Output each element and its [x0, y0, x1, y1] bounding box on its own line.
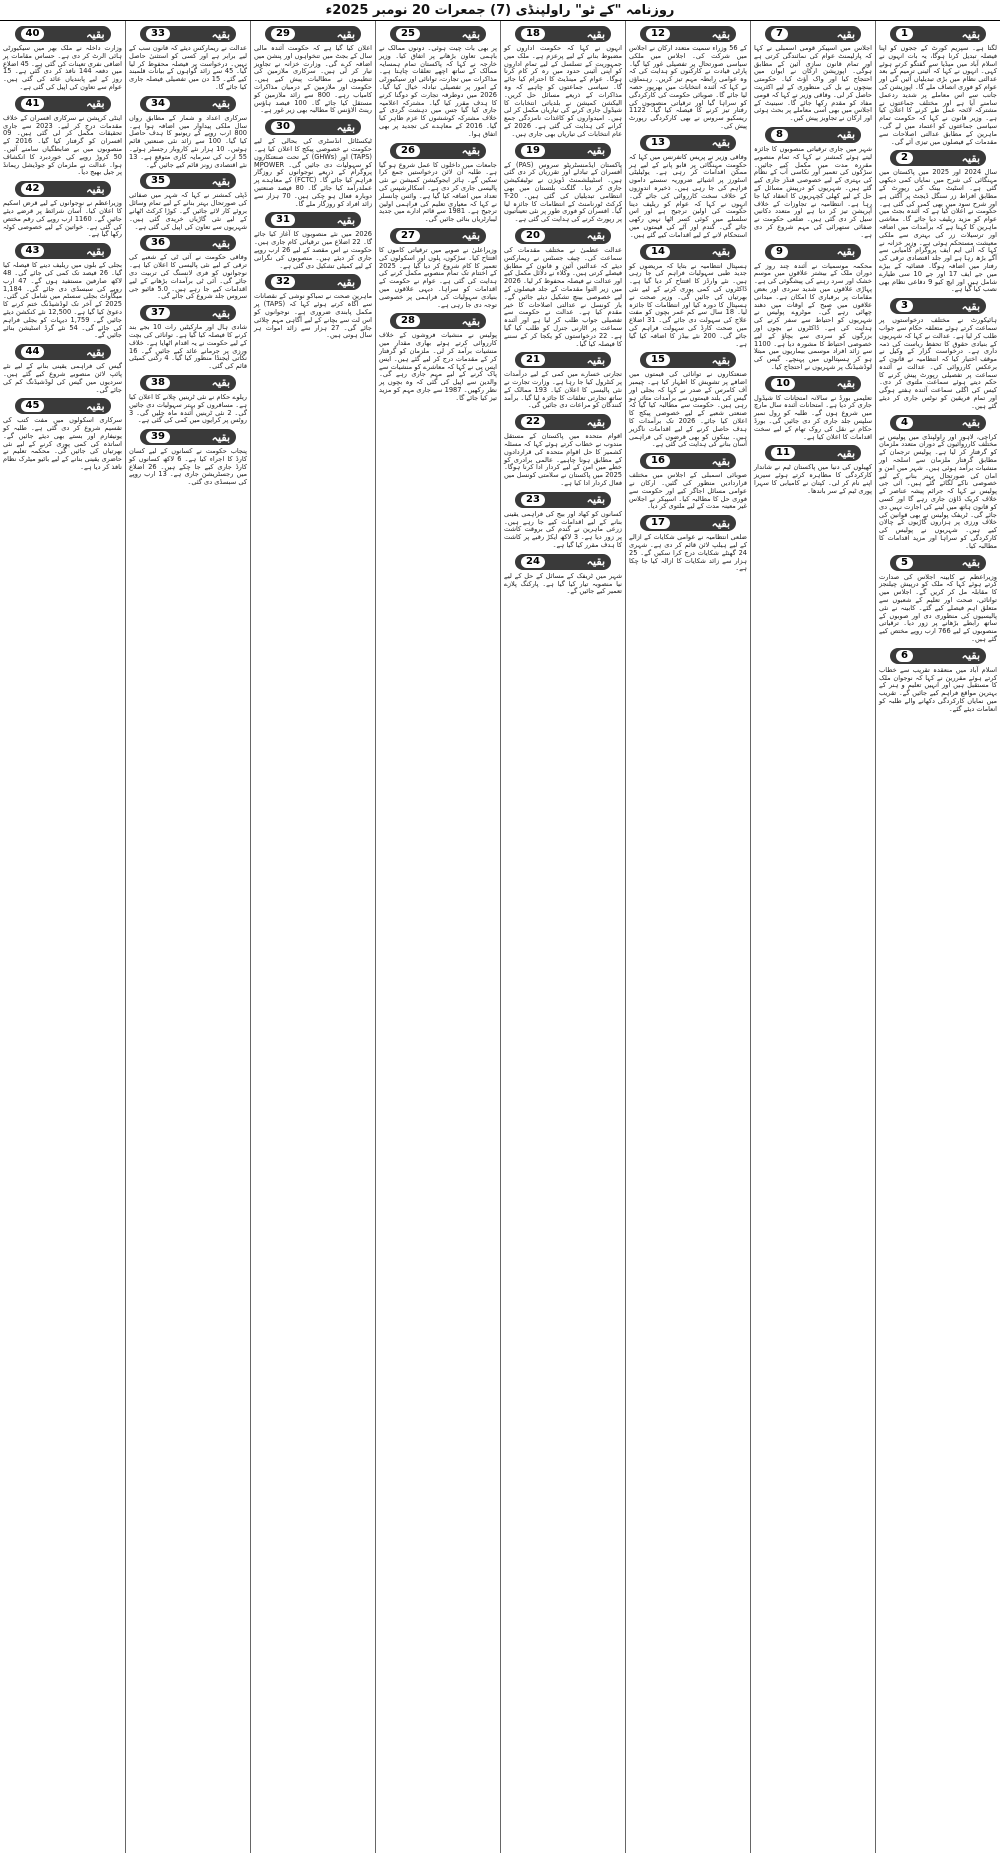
continuation-badge: [765, 445, 861, 461]
continuation-badge: [640, 453, 736, 469]
continuation-number: 12: [646, 28, 670, 40]
continuation-number: 30: [271, 121, 295, 133]
continuation-number: 29: [271, 28, 295, 40]
continuation-badge: [765, 127, 861, 143]
article-text: جامعات میں داخلوں کا عمل شروع ہو گیا ہے۔ طلبہ آن لائن درخواستیں جمع کرا سکیں گے۔ ہائر ایجوکیشن کمیشن نے نئی پالیسی جاری کر دی ہے۔ اسکالرشپس کی تعداد میں اضافہ کیا گیا ہے۔ وائس چانسلر نے کہا کہ معیاری تعلیم کی فراہمی اولین ترجیح ہے۔ 1981 سے قائم ادارے میں جدید لیبارٹریاں بنائی جائیں گی۔: [379, 160, 497, 224]
continuation-block: [3, 95, 122, 177]
continuation-block: [879, 414, 997, 551]
continuation-label: بقیہ: [211, 27, 230, 41]
continuation-number: 34: [146, 98, 170, 110]
continuation-label: بقیہ: [211, 97, 230, 111]
article-text: اجلاس میں اسپیکر قومی اسمبلی نے کہا کہ پارلیمنٹ عوام کی نمائندگی کرتی ہے اور تمام قانون سازی آئین کے مطابق ہوگی۔ اپوزیشن ارکان نے ایوان میں احتجاج کیا اور واک آؤٹ کیا۔ حکومتی بینچوں نے بل کی منظوری کے لیے اکثریت حاصل کر لی۔ وفاقی وزیر نے کہا کہ قومی مفاد کو مقدم رکھا جائے گا۔ سینیٹ کے اجلاس میں بھی اسی معاملے پر بحث ہوئی اور ارکان نے تجاویز پیش کیں۔: [754, 44, 872, 123]
article-text: شادی ہال اور مارکیٹیں رات 10 بجے بند کرنے کا فیصلہ کیا گیا ہے۔ توانائی کی بچت کے لیے حکومت نے یہ اقدام اٹھایا ہے۔ خلاف ورزی پر جرمانے عائد کیے جائیں گے۔ 16 نکاتی ایجنڈا منظور کیا گیا۔ 4 رکنی کمیٹی قائم کی گئی۔: [129, 323, 247, 371]
continuation-header: [754, 243, 872, 261]
continuation-block: [254, 211, 372, 270]
continuation-badge: [890, 26, 986, 42]
article-text: وزیراعظم نے نوجوانوں کے لیے قرض اسکیم کا اعلان کیا۔ آسان شرائط پر قرضے دیئے جائیں گے۔ 1160 ارب روپے کی رقم مختص کی گئی ہے۔ خواتین کے لیے خصوصی کوٹہ رکھا گیا ہے۔: [3, 199, 122, 239]
continuation-header: [629, 25, 747, 43]
continuation-badge: [265, 119, 361, 135]
continuation-block: [629, 514, 747, 573]
continuation-header: [379, 142, 497, 160]
continuation-header: [504, 25, 622, 43]
continuation-label: بقیہ: [336, 120, 355, 134]
continuation-badge: [890, 648, 986, 664]
article-text: سرکاری اسکولوں میں مفت کتب کی تقسیم شروع کر دی گئی ہے۔ طلبہ کو یونیفارم اور بستے بھی دیئے جائیں گے۔ اساتذہ کی کمی پوری کرنے کے لیے نئی بھرتیاں کی جائیں گی۔ محکمہ تعلیم نے حاضری یقینی بنانے کے لیے بائیو میٹرک نظام نافذ کر دیا ہے۔: [3, 416, 122, 472]
continuation-number: 38: [146, 377, 170, 389]
continuation-header: [129, 428, 247, 446]
continuation-block: [3, 25, 122, 92]
continuation-badge: [265, 274, 361, 290]
continuation-block: [629, 243, 747, 349]
masthead: [0, 0, 1000, 21]
continuation-label: بقیہ: [586, 555, 605, 569]
article-text: کراچی، لاہور اور راولپنڈی میں پولیس نے مختلف کارروائیوں کے دوران متعدد ملزمان کو گرفتار کر لیا ہے۔ پولیس ترجمان کے مطابق گرفتار ملزمان سے اسلحہ اور منشیات برآمد ہوئی ہیں۔ شہر میں امن و امان کی صورتحال بہتر بنانے کے لیے خصوصی ناکے لگائے گئے ہیں۔ آئی جی پولیس نے کہا کہ جرائم پیشہ عناصر کے خلاف کریک ڈاؤن جاری رہے گا اور کسی کو قانون ہاتھ میں لینے کی اجازت نہیں دی جائے گی۔ ٹریفک پولیس نے بھی قوانین کی خلاف ورزی پر ہزاروں گاڑیوں کے چالان کیے ہیں۔ شہریوں نے پولیس کی کارکردگی کو سراہا اور مزید اقدامات کا مطالبہ کیا۔: [879, 432, 997, 550]
continuation-badge: [140, 429, 236, 445]
continuation-header: [3, 343, 122, 361]
continuation-number: 2: [896, 152, 913, 164]
continuation-badge: [765, 244, 861, 260]
continuation-block: [379, 25, 497, 139]
article-text: اقوام متحدہ میں پاکستان کے مستقل مندوب نے خطاب کرتے ہوئے کہا کہ مسئلہ کشمیر کا حل اقوام متحدہ کی قراردادوں کے مطابق ہونا چاہیے۔ عالمی برادری کو خطے میں امن کے لیے کردار ادا کرنا ہوگا۔ 2025 میں پاکستان نے سلامتی کونسل میں فعال کردار ادا کیا ہے۔: [504, 432, 622, 488]
continuation-header: [504, 491, 622, 509]
continuation-badge: [140, 235, 236, 251]
continuation-label: بقیہ: [711, 454, 730, 468]
continuation-block: [129, 234, 247, 301]
continuation-badge: [265, 212, 361, 228]
continuation-header: [754, 25, 872, 43]
article-text: کھیلوں کی دنیا میں پاکستان ٹیم نے شاندار کارکردگی کا مظاہرہ کرتے ہوئے سیریز اپنے نام کر لی۔ کپتان نے کامیابی کا سہرا پوری ٹیم کے سر باندھا۔: [754, 463, 872, 495]
continuation-header: [379, 25, 497, 43]
continuation-number: 40: [21, 28, 45, 40]
continuation-badge: [515, 414, 611, 430]
continuation-block: [504, 351, 622, 410]
continuation-header: [129, 374, 247, 392]
continuation-header: [3, 95, 122, 113]
continuation-label: بقیہ: [836, 377, 855, 391]
continuation-block: [879, 554, 997, 644]
article-text: گیس کی فراہمی یقینی بنانے کے لیے نئے پائپ لائن منصوبے شروع کیے گئے ہیں۔ سردیوں میں گیس کی لوڈشیڈنگ کم کی جائے گی۔: [3, 362, 122, 394]
news-columns: [0, 21, 1000, 1853]
continuation-header: [379, 227, 497, 245]
article-text: وزیراعظم نے کابینہ اجلاس کی صدارت کرتے ہوئے کہا کہ ملک کو درپیش چیلنجز کا مقابلہ مل کر کریں گے۔ اجلاس میں توانائی، صحت اور تعلیم کے شعبوں سے متعلق اہم فیصلے کیے گئے۔ کابینہ نے نئی پالیسیوں کی منظوری دی اور صوبوں کے ساتھ رابطے بڑھانے پر زور دیا۔ ترقیاتی منصوبوں کے لیے 766 ارب روپے مختص کیے گئے ہیں۔: [879, 572, 997, 643]
continuation-block: [129, 95, 247, 170]
continuation-header: [3, 180, 122, 198]
article-text: محکمہ موسمیات نے آئندہ چند روز کے دوران ملک کے بیشتر علاقوں میں موسم خشک اور سرد رہنے کی پیشگوئی کی ہے۔ پہاڑی علاقوں میں شدید سردی اور بعض مقامات پر برفباری کا امکان ہے۔ میدانی علاقوں میں صبح کے اوقات میں دھند چھائی رہے گی۔ موٹروے پولیس نے شہریوں کو احتیاط سے سفر کرنے کی ہدایت کی ہے۔ ڈاکٹروں نے بچوں اور بزرگوں کو سردی سے بچاؤ کے لیے خصوصی احتیاط کا مشورہ دیا ہے۔ 1100 سے زائد افراد موسمی بیماریوں میں مبتلا ہو کر ہسپتالوں میں پہنچے۔ گیس کی لوڈشیڈنگ پر شہریوں نے احتجاج کیا۔: [754, 261, 872, 371]
continuation-label: بقیہ: [836, 27, 855, 41]
article-text: تجارتی خسارے میں کمی کے لیے درآمدات پر کنٹرول کیا جا رہا ہے۔ وزارت تجارت نے نئی پالیسی کا اعلان کیا۔ 193 ممالک کے ساتھ تجارتی تعلقات کا جائزہ لیا گیا۔ برآمد کنندگان کو مراعات دی جائیں گی۔: [504, 370, 622, 410]
article-text: پاکستان ایڈمنسٹریٹو سروس (PAS) کے افسران کے تبادلے اور تقرریاں کر دی گئی ہیں۔ اسٹیبلشمنٹ ڈویژن نے نوٹیفکیشن جاری کر دیا۔ گلگت بلتستان میں بھی انتظامی تبدیلیاں کی گئی ہیں۔ T-20 کرکٹ ٹورنامنٹ کے انتظامات کا جائزہ لیا گیا۔ افسران کو فوری طور پر نئی تعیناتیوں پر رپورٹ کرنے کی ہدایت کی گئی ہے۔: [503, 160, 623, 224]
continuation-label: بقیہ: [461, 144, 480, 158]
continuation-number: 27: [396, 230, 420, 242]
continuation-header: [129, 304, 247, 322]
continuation-header: [629, 243, 747, 261]
continuation-badge: [390, 143, 486, 159]
article-text: لگتا ہے۔ سپریم کورٹ کے ججوں کو اپنا فیصلہ تبدیل کرنا ہوگا، یہ بات انہوں نے اسلام آباد میں میڈیا سے گفتگو کرتے ہوئے کہی۔ انہوں نے کہا کہ آئینی ترمیم کے بعد عدالتی نظام میں بڑی تبدیلیاں آئیں گی اور عوام کو فوری انصاف ملے گا۔ اپوزیشن کی جانب سے اس معاملے پر شدید ردعمل سامنے آیا ہے اور مختلف جماعتوں نے مشترکہ لائحہ عمل طے کرنے کا اعلان کیا ہے۔ وزیر قانون نے کہا کہ حکومت تمام سیاسی جماعتوں کو اعتماد میں لے گی۔ ماہرین کے مطابق عدالتی اصلاحات سے مقدمات کے فیصلوں میں تیزی آئے گی۔: [879, 44, 997, 146]
continuation-block: [629, 134, 747, 240]
continuation-label: بقیہ: [86, 97, 105, 111]
continuation-number: 25: [396, 28, 420, 40]
article-text: پر بھی بات چیت ہوئی۔ دونوں ممالک نے باہمی تعاون بڑھانے پر اتفاق کیا۔ وزیر خارجہ نے کہا کہ پاکستان تمام ہمسایہ ممالک کے ساتھ اچھے تعلقات چاہتا ہے۔ مذاکرات میں تجارت، توانائی اور سیکیورٹی کے امور پر تفصیلی تبادلہ خیال کیا گیا۔ 2026 میں دوطرفہ تجارت کو دوگنا کرنے کا ہدف مقرر کیا گیا۔ مشترکہ اعلامیہ جاری کیا گیا جس میں دہشت گردی کے خلاف مشترکہ کوششوں کا عزم ظاہر کیا گیا۔ 2016 کے معاہدے کی تجدید پر بھی اتفاق ہوا۔: [379, 44, 497, 138]
continuation-block: [754, 243, 872, 372]
continuation-number: 19: [521, 145, 545, 157]
continuation-label: بقیہ: [86, 27, 105, 41]
continuation-number: 18: [521, 28, 545, 40]
continuation-block: [879, 149, 997, 294]
article-text: عدالت نے ریمارکس دیئے کہ قانون سب کے لیے برابر ہے اور کسی کو استثنیٰ حاصل نہیں۔ درخواست پر فیصلہ محفوظ کر لیا گیا۔ 45 سے زائد گواہوں کے بیانات قلمبند کیے گئے۔ 15 دن میں تفصیلی فیصلہ جاری کیا جائے گا۔: [129, 44, 247, 91]
news-column: [125, 21, 250, 1853]
continuation-label: بقیہ: [836, 128, 855, 142]
continuation-number: 15: [646, 354, 670, 366]
continuation-header: [754, 126, 872, 144]
continuation-header: [129, 172, 247, 190]
continuation-block: [129, 374, 247, 425]
continuation-block: [3, 343, 122, 394]
continuation-badge: [15, 26, 111, 42]
continuation-header: [504, 227, 622, 245]
article-text: 2026 میں نئے منصوبوں کا آغاز کیا جائے گا۔ 22 اضلاع میں ترقیاتی کام جاری ہیں۔ حکومت نے اس مقصد کے لیے 26 ارب روپے جاری کر دیئے ہیں۔ منصوبوں کی نگرانی کے لیے کمیٹی تشکیل دی گئی ہے۔: [254, 230, 372, 270]
article-text: ہسپتال انتظامیہ نے بتایا کہ مریضوں کو جدید طبی سہولیات فراہم کی جا رہی ہیں۔ نئے وارڈز کا افتتاح کر دیا گیا ہے۔ ڈاکٹروں کی کمی پوری کرنے کے لیے نئی بھرتیاں کی جائیں گی۔ وزیر صحت نے ہسپتال کا دورہ کیا اور انتظامات کا جائزہ لیا۔ 18 سال سے کم عمر بچوں کو مفت علاج کی سہولت دی جائے گی۔ 31 اضلاع میں صحت کارڈ کی سہولت فراہم کی جائے گی۔ 200 نئے بیڈز کا اضافہ کیا گیا ہے۔: [629, 261, 747, 348]
continuation-label: بقیہ: [586, 353, 605, 367]
article-text: وفاقی وزیر نے پریس کانفرنس میں کہا کہ حکومت مہنگائی پر قابو پانے کے لیے ہر ممکن اقدامات کر رہی ہے۔ یوٹیلیٹی اسٹورز پر اشیائے ضروریہ سستے داموں فراہم کی جا رہی ہیں۔ ذخیرہ اندوزوں کے خلاف سخت کارروائی کی جائے گی۔ انہوں نے کہا کہ عوام کو ریلیف دینا حکومت کی اولین ترجیح ہے اور اس سلسلے میں کوئی کسر اٹھا نہیں رکھی جائے گی۔ گندم اور آٹے کی قیمتوں میں استحکام لانے کے لیے اقدامات کیے گئے ہیں۔: [629, 152, 747, 239]
continuation-badge: [140, 375, 236, 391]
continuation-label: بقیہ: [586, 27, 605, 41]
continuation-label: بقیہ: [211, 430, 230, 444]
continuation-block: [3, 397, 122, 472]
continuation-block: [629, 452, 747, 511]
continuation-badge: [140, 96, 236, 112]
article-text: انہوں نے کہا کہ حکومت اداروں کو مضبوط بنانے کے لیے پرعزم ہے۔ ملک میں جمہوریت کے تسلسل کے لیے تمام اداروں کو اپنی آئینی حدود میں رہ کر کام کرنا ہوگا۔ عوام کے مینڈیٹ کا احترام کیا جائے گا۔ سیاسی جماعتوں کو چاہیے کہ وہ مذاکرات کے ذریعے مسائل حل کریں۔ الیکشن کمیشن نے بلدیاتی انتخابات کا شیڈول جاری کرنے کی تیاریاں مکمل کر لی ہیں۔ امیدواروں کو کاغذات نامزدگی جمع کرانے کی ہدایت کی گئی ہے۔ 2026 کے عام انتخابات کی تیاریاں بھی جاری ہیں۔: [504, 44, 622, 138]
continuation-block: [129, 172, 247, 231]
continuation-label: بقیہ: [711, 136, 730, 150]
continuation-number: 39: [146, 431, 170, 443]
continuation-number: 13: [646, 137, 670, 149]
continuation-number: 42: [21, 183, 45, 195]
continuation-label: بقیہ: [586, 144, 605, 158]
article-text: تعلیمی بورڈ نے سالانہ امتحانات کا شیڈول جاری کر دیا ہے۔ امتحانات آئندہ سال مارچ میں شروع ہوں گے۔ طلبہ کو رول نمبر سلپس جلد جاری کر دی جائیں گی۔ بورڈ حکام نے نقل کی روک تھام کے لیے سخت اقدامات کا اعلان کیا ہے۔: [754, 393, 872, 441]
continuation-header: [879, 414, 997, 432]
continuation-header: [254, 211, 372, 229]
continuation-badge: [390, 26, 486, 42]
continuation-badge: [15, 398, 111, 414]
article-text: سال 2024 اور 2025 میں پاکستان میں مہنگائی کی شرح میں نمایاں کمی دیکھی گئی ہے۔ اسٹیٹ بینک کی رپورٹ کے مطابق افراط زر سنگل ڈیجٹ پر آگئی ہے اور شرح سود میں بھی کمی کی گئی ہے۔ حکومت نے اعلان کیا ہے کہ آئندہ بجٹ میں عوام کو مزید ریلیف دیا جائے گا۔ معاشی ماہرین کا کہنا ہے کہ برآمدات میں اضافہ اور ترسیلات زر کی بہتری سے ملکی معیشت مستحکم ہوئی ہے۔ وزیر خزانہ نے کہا کہ آئی ایم ایف پروگرام کامیابی سے آگے بڑھ رہا ہے اور جلد اقتصادی ترقی کی رفتار میں اضافہ ہوگا۔ فضائیہ کے بیڑے میں جے ایف 17 اور جے 10 سی طیارے شامل ہیں اور ایچ کیو 9 دفاعی نظام بھی نصب کیا گیا ہے۔: [879, 168, 997, 294]
continuation-block: [129, 428, 247, 487]
continuation-block: [504, 553, 622, 596]
continuation-badge: [15, 181, 111, 197]
continuation-number: 33: [146, 28, 170, 40]
continuation-label: بقیہ: [86, 244, 105, 258]
continuation-number: 11: [771, 447, 795, 459]
continuation-label: بقیہ: [586, 415, 605, 429]
continuation-header: [3, 242, 122, 260]
continuation-block: [754, 25, 872, 123]
continuation-badge: [515, 26, 611, 42]
continuation-number: 28: [396, 315, 420, 327]
continuation-badge: [15, 243, 111, 259]
continuation-badge: [890, 555, 986, 571]
continuation-header: [129, 234, 247, 252]
continuation-number: 44: [21, 346, 45, 358]
continuation-number: 36: [146, 237, 170, 249]
continuation-label: بقیہ: [836, 245, 855, 259]
continuation-header: [879, 149, 997, 167]
continuation-label: بقیہ: [711, 353, 730, 367]
continuation-number: 22: [521, 416, 545, 428]
article-text: عدالت عظمیٰ نے مختلف مقدمات کی سماعت کی۔ چیف جسٹس نے ریمارکس دیئے کہ عدالتیں آئین و قانون کے مطابق فیصلے کرتی ہیں۔ وکلاء نے دلائل مکمل کیے اور عدالت نے فیصلہ محفوظ کر لیا۔ 2026 میں زیر التوا مقدمات کے جلد فیصلوں کے لیے خصوصی بینچ تشکیل دیئے جائیں گے۔ بار کونسل نے عدالتی اصلاحات کا خیر مقدم کیا ہے۔ عدالت نے حکومت سے تفصیلی جواب طلب کر لیا ہے اور آئندہ سماعت پر اٹارنی جنرل کو طلب کیا گیا ہے۔ 22 درخواستوں کو یکجا کر کے سننے کا فیصلہ کیا گیا۔: [504, 245, 623, 348]
continuation-badge: [515, 143, 611, 159]
continuation-block: [504, 25, 622, 139]
continuation-block: [254, 273, 372, 340]
continuation-block: [879, 297, 997, 411]
continuation-header: [629, 134, 747, 152]
continuation-header: [504, 413, 622, 431]
continuation-block: [504, 491, 622, 550]
continuation-header: [754, 375, 872, 393]
continuation-number: 4: [896, 417, 913, 429]
article-text: وزیراعلیٰ نے صوبے میں ترقیاتی کاموں کا افتتاح کیا۔ سڑکوں، پلوں اور اسکولوں کی تعمیر کا کام شروع کر دیا گیا ہے۔ 2025 کے اختتام تک تمام منصوبے مکمل کرنے کی ہدایت کی گئی ہے۔ عوام نے حکومت کے اقدامات کو سراہا۔ دیہی علاقوں میں بنیادی سہولیات کی فراہمی پر خصوصی توجہ دی جا رہی ہے۔: [379, 245, 497, 309]
continuation-block: [379, 312, 497, 402]
continuation-header: [629, 351, 747, 369]
news-column: [250, 21, 375, 1853]
continuation-label: بقیہ: [336, 27, 355, 41]
continuation-label: بقیہ: [86, 399, 105, 413]
continuation-number: 23: [521, 494, 545, 506]
continuation-number: 17: [646, 517, 670, 529]
continuation-header: [879, 297, 997, 315]
continuation-block: [379, 227, 497, 309]
article-text: صنعتکاروں نے توانائی کی قیمتوں میں اضافے پر تشویش کا اظہار کیا ہے۔ چیمبر آف کامرس کے صدر نے کہا کہ بجلی اور گیس کی بلند قیمتوں سے برآمدات متاثر ہو رہی ہیں۔ حکومت سے مطالبہ کیا گیا کہ صنعتی شعبے کے لیے خصوصی پیکج کا اعلان کیا جائے۔ 2026 تک برآمدات کا ہدف حاصل کرنے کے لیے اقدامات ناگزیر ہیں۔ بینکوں کو بھی قرضوں کی فراہمی آسان بنانے کی ہدایت کی گئی ہے۔: [629, 370, 747, 449]
continuation-block: [129, 25, 247, 92]
continuation-label: بقیہ: [211, 306, 230, 320]
article-text: اسلام آباد میں منعقدہ تقریب سے خطاب کرتے ہوئے مقررین نے کہا کہ نوجوان ملک کا مستقبل ہیں اور انہیں تعلیم و ہنر کے بہترین مواقع فراہم کیے جائیں گے۔ تقریب میں نمایاں کارکردگی دکھانے والے طلبہ کو انعامات دیئے گئے۔: [879, 665, 997, 713]
continuation-number: 16: [646, 455, 670, 467]
continuation-badge: [515, 492, 611, 508]
article-text: صوبائی اسمبلی کے اجلاس میں مختلف قراردادیں منظور کی گئیں۔ ارکان نے عوامی مسائل اجاگر کیے اور حکومت سے فوری حل کا مطالبہ کیا۔ اسپیکر نے اجلاس غیر معینہ مدت کے لیے ملتوی کر دیا۔: [629, 471, 747, 511]
continuation-number: 35: [146, 175, 170, 187]
news-column: [875, 21, 1000, 1853]
continuation-header: [379, 312, 497, 330]
article-text: ہائیکورٹ نے مختلف درخواستوں پر سماعت کرتے ہوئے متعلقہ حکام سے جواب طلب کر لیا ہے۔ عدالت نے کہا کہ شہریوں کے بنیادی حقوق کا تحفظ ریاست کی ذمہ داری ہے۔ درخواست گزار کے وکیل نے موقف اختیار کیا کہ انتظامیہ نے قانون کے برعکس کارروائی کی۔ عدالت نے آئندہ سماعت پر تفصیلی رپورٹ پیش کرنے کا حکم دیتے ہوئے سماعت ملتوی کر دی۔ کیس کی اگلی سماعت آئندہ ہفتے ہوگی اور تمام فریقین کو نوٹس جاری کر دیئے گئے ہیں۔: [879, 316, 997, 410]
article-text: ماہرین صحت نے تمباکو نوشی کے نقصانات سے آگاہ کرتے ہوئے کہا کہ (TAPS) پر مکمل پابندی ضروری ہے۔ نوجوانوں کو اس لت سے بچانے کے لیے آگاہی مہم چلائی جائے گی۔ 27 ہزار سے زائد اموات ہر سال ہوتی ہیں۔: [254, 292, 372, 340]
continuation-header: [629, 452, 747, 470]
continuation-header: [504, 553, 622, 571]
continuation-block: [3, 180, 122, 239]
continuation-label: بقیہ: [86, 182, 105, 196]
news-column: [0, 21, 125, 1853]
continuation-badge: [640, 244, 736, 260]
article-text: وفاقی حکومت نے آئی ٹی کے شعبے کی ترقی کے لیے نئی پالیسی کا اعلان کیا ہے۔ نوجوانوں کو فری لانسنگ کی تربیت دی جائے گی۔ آئی ٹی برآمدات بڑھانے کے لیے اقدامات کیے جا رہے ہیں۔ 5.0 فائیو جی سروس جلد شروع کی جائے گی۔: [129, 253, 248, 301]
article-text: شہر میں ٹریفک کے مسائل کے حل کے لیے نیا منصوبہ تیار کیا گیا ہے۔ پارکنگ پلازے تعمیر کیے جائیں گے۔: [504, 571, 622, 596]
article-text: اینٹی کرپشن نے سرکاری افسران کے خلاف مقدمات درج کر لیے۔ 2023 سے جاری تحقیقات مکمل کر لی گئی ہیں۔ 09 افسران کو گرفتار کیا گیا۔ 2016 کے منصوبوں میں بے ضابطگیاں سامنے آئیں۔ 50 کروڑ روپے کی خوردبرد کا انکشاف ہوا۔ عدالت نے ملزمان کو جوڈیشل ریمانڈ پر جیل بھیج دیا۔: [3, 113, 122, 177]
continuation-header: [879, 554, 997, 572]
continuation-block: [254, 118, 372, 208]
article-text: کے 56 وزراء سمیت متعدد ارکان نے اجلاس میں شرکت کی۔ اجلاس میں ملکی سیاسی صورتحال پر تفصیلی غور کیا گیا۔ پارٹی قیادت نے کارکنوں کو ہدایت کی کہ وہ عوامی رابطہ مہم تیز کریں۔ رہنماؤں نے کہا کہ آئندہ انتخابات میں بھرپور حصہ لیا جائے گا۔ صوبائی حکومت کی کارکردگی کو سراہا گیا اور ترقیاتی منصوبوں کی رفتار تیز کرنے کا فیصلہ کیا گیا۔ 1122 ریسکیو سروس نے بھی کارکردگی رپورٹ پیش کی۔: [629, 44, 748, 130]
continuation-header: [504, 351, 622, 369]
continuation-badge: [640, 352, 736, 368]
continuation-badge: [890, 415, 986, 431]
continuation-number: 14: [646, 246, 670, 258]
continuation-number: 8: [771, 129, 788, 141]
news-column: [500, 21, 625, 1853]
continuation-label: بقیہ: [961, 151, 980, 165]
continuation-label: بقیہ: [336, 213, 355, 227]
continuation-label: بقیہ: [211, 376, 230, 390]
continuation-number: 41: [21, 98, 45, 110]
continuation-header: [3, 397, 122, 415]
continuation-header: [754, 444, 872, 462]
continuation-header: [254, 118, 372, 136]
continuation-label: بقیہ: [961, 416, 980, 430]
continuation-number: 3: [896, 300, 913, 312]
continuation-number: 20: [521, 230, 545, 242]
continuation-badge: [140, 173, 236, 189]
continuation-badge: [765, 376, 861, 392]
continuation-header: [504, 142, 622, 160]
continuation-number: 10: [771, 378, 795, 390]
continuation-block: [504, 142, 622, 224]
continuation-number: 24: [521, 556, 545, 568]
continuation-label: بقیہ: [461, 229, 480, 243]
continuation-block: [379, 142, 497, 224]
continuation-label: بقیہ: [836, 446, 855, 460]
article-text: ریلوے حکام نے نئی ٹرینیں چلانے کا اعلان کیا ہے۔ مسافروں کو بہتر سہولیات دی جائیں گی۔ 2 نئی ٹرینیں آئندہ ماہ چلیں گی۔ 3 روٹس پر کرایوں میں کمی کی گئی ہے۔: [129, 392, 247, 425]
continuation-header: [3, 25, 122, 43]
continuation-header: [879, 647, 997, 665]
continuation-badge: [640, 515, 736, 531]
continuation-label: بقیہ: [961, 556, 980, 570]
continuation-badge: [140, 26, 236, 42]
continuation-badge: [515, 554, 611, 570]
continuation-label: بقیہ: [461, 27, 480, 41]
continuation-badge: [515, 352, 611, 368]
continuation-label: بقیہ: [211, 236, 230, 250]
continuation-block: [504, 413, 622, 488]
continuation-header: [129, 95, 247, 113]
continuation-block: [504, 227, 622, 348]
continuation-label: بقیہ: [711, 245, 730, 259]
continuation-block: [254, 25, 372, 115]
continuation-badge: [140, 305, 236, 321]
continuation-badge: [640, 26, 736, 42]
continuation-label: بقیہ: [86, 345, 105, 359]
continuation-badge: [515, 228, 611, 244]
continuation-label: بقیہ: [961, 649, 980, 663]
continuation-number: 5: [896, 557, 913, 569]
continuation-number: 37: [146, 307, 170, 319]
continuation-label: بقیہ: [461, 314, 480, 328]
article-text: پنجاب حکومت نے کسانوں کے لیے کسان کارڈ کا اجراء کیا ہے۔ 6 لاکھ کسانوں کو کارڈ جاری کیے جا چکے ہیں۔ 26 اضلاع میں رجسٹریشن جاری ہے۔ 13 ارب روپے کی سبسڈی دی گئی۔: [129, 447, 247, 487]
continuation-label: بقیہ: [961, 27, 980, 41]
continuation-block: [754, 126, 872, 240]
continuation-header: [629, 514, 747, 532]
continuation-badge: [15, 96, 111, 112]
continuation-number: 45: [21, 400, 45, 412]
continuation-header: [879, 25, 997, 43]
continuation-label: بقیہ: [211, 174, 230, 188]
continuation-number: 7: [771, 28, 788, 40]
continuation-badge: [890, 150, 986, 166]
continuation-number: 21: [521, 354, 545, 366]
article-text: وزارت داخلہ نے ملک بھر میں سیکیورٹی ہائی الرٹ کر دی ہے۔ حساس مقامات پر اضافی نفری تعینات کی گئی ہے۔ 45 اضلاع میں دفعہ 144 نافذ کر دی گئی ہے۔ 15 روز کے لیے پابندیاں عائد کی گئی ہیں۔ عوام سے تعاون کی اپیل کی گئی ہے۔: [3, 44, 122, 91]
article-text: کسانوں کو کھاد اور بیج کی فراہمی یقینی بنانے کے لیے اقدامات کیے جا رہے ہیں۔ زرعی ماہرین نے گندم کی بروقت کاشت پر زور دیا ہے۔ 3 لاکھ ایکڑ رقبے پر کاشت کا ہدف مقرر کیا گیا ہے۔: [504, 509, 622, 550]
continuation-label: بقیہ: [336, 275, 355, 289]
continuation-label: بقیہ: [711, 27, 730, 41]
continuation-number: 9: [771, 246, 788, 258]
article-text: ضلعی انتظامیہ نے عوامی شکایات کے ازالے کے لیے ہیلپ لائن قائم کر دی ہے۔ شہری 24 گھنٹے شکایات درج کرا سکیں گے۔ 25 ہزار سے زائد شکایات کا ازالہ کیا جا چکا ہے۔: [629, 533, 747, 573]
continuation-number: 43: [21, 245, 45, 257]
continuation-number: 1: [896, 28, 913, 40]
article-text: بجلی کے بلوں میں ریلیف دینے کا فیصلہ کیا گیا۔ 26 فیصد تک کمی کی جائے گی۔ 48 لاکھ صارفین مستفید ہوں گے۔ 47 ارب روپے کی سبسڈی دی جائے گی۔ 1,184 میگاواٹ بجلی سسٹم میں شامل کی گئی۔ 2025 کے آخر تک لوڈشیڈنگ ختم کرنے کا دعویٰ کیا گیا ہے۔ 12,500 نئے کنکشن دیئے جائیں گے۔ 1,759 دیہات کو بجلی فراہم کی جائے گی۔ 54 نئے گرڈ اسٹیشن بنائے جائیں گے۔: [3, 261, 122, 340]
continuation-label: بقیہ: [586, 229, 605, 243]
continuation-label: بقیہ: [961, 299, 980, 313]
continuation-badge: [390, 313, 486, 329]
news-column: [750, 21, 875, 1853]
article-text: سرکاری اعداد و شمار کے مطابق رواں سال ملکی پیداوار میں اضافہ ہوا ہے۔ 800 ارب روپے کے ریونیو کا ہدف حاصل کیا گیا۔ 100 سے زائد نئی صنعتیں قائم ہوئیں۔ 10 ہزار نئے کاروبار رجسٹر ہوئے۔ 55 ارب کی سرمایہ کاری متوقع ہے۔ 13 نئے اقتصادی زونز قائم کیے جائیں گے۔: [129, 113, 248, 169]
continuation-number: 32: [271, 276, 295, 288]
continuation-badge: [890, 298, 986, 314]
continuation-block: [754, 444, 872, 495]
continuation-block: [754, 375, 872, 442]
continuation-badge: [265, 26, 361, 42]
masthead-text: روزنامہ "کے ٹو" راولپنڈی (7) جمعرات 20 نومبر 2025ء: [325, 2, 675, 18]
continuation-badge: [15, 344, 111, 360]
article-text: ٹیکسٹائل انڈسٹری کی بحالی کے لیے حکومت نے خصوصی پیکج کا اعلان کیا ہے۔ (TAPS) اور (GHWs) کے تحت صنعتکاروں کو سہولیات دی جائیں گی۔ MPOWER پروگرام کے ذریعے نوجوانوں کو روزگار فراہم کیا جائے گا۔ (FCTC) کے معاہدے پر عملدرآمد کیا جائے گا۔ 80 فیصد صنعتیں دوبارہ فعال ہو چکی ہیں۔ 70 ہزار سے زائد افراد کو روزگار ملے گا۔: [254, 137, 373, 208]
continuation-number: 6: [896, 650, 913, 662]
continuation-number: 31: [271, 214, 295, 226]
continuation-header: [254, 273, 372, 291]
article-text: اعلان کیا گیا ہے کہ حکومت آئندہ مالی سال کے بجٹ میں تنخواہوں اور پنشن میں اضافہ کرے گی۔ وزارت خزانہ نے تجاویز تیار کر لی ہیں۔ سرکاری ملازمین کی تنظیموں نے مطالبات پیش کیے ہیں۔ حکومت اور ملازمین کے درمیان مذاکرات کامیاب رہے۔ 800 سے زائد ملازمین کو مستقل کیا جائے گا۔ 100 فیصد ہاؤس رینٹ الاؤنس کا مطالبہ بھی زیر غور ہے۔: [254, 44, 372, 115]
article-text: شہر میں جاری ترقیاتی منصوبوں کا جائزہ لیتے ہوئے کمشنر نے کہا کہ تمام منصوبے مقررہ مدت میں مکمل کیے جائیں۔ سڑکوں کی تعمیر اور نکاسی آب کے نظام کی بہتری کے لیے خصوصی فنڈز جاری کیے گئے ہیں۔ شہریوں کو درپیش مسائل کے حل کے لیے کھلی کچہریوں کا انعقاد کیا جا رہا ہے۔ انتظامیہ نے تجاوزات کے خلاف آپریشن تیز کر دیا ہے اور متعدد دکانیں سیل کر دی گئی ہیں۔ ضلعی حکومت نے صفائی ستھرائی کی مہم شروع کر دی ہے۔: [754, 144, 872, 239]
article-text: ڈپٹی کمشنر نے کہا کہ شہر میں صفائی کی صورتحال بہتر بنانے کے لیے تمام وسائل بروئے کار لائے جائیں گے۔ کوڑا کرکٹ اٹھانے کے لیے نئی گاڑیاں خریدی گئی ہیں۔ شہریوں سے تعاون کی اپیل کی گئی ہے۔: [129, 191, 247, 231]
continuation-block: [129, 304, 247, 371]
continuation-label: بقیہ: [711, 516, 730, 530]
continuation-badge: [390, 228, 486, 244]
continuation-block: [629, 351, 747, 449]
continuation-block: [629, 25, 747, 131]
continuation-block: [879, 647, 997, 714]
article-text: پولیس نے منشیات فروشوں کے خلاف کارروائی کرتے ہوئے بھاری مقدار میں منشیات برآمد کر لی۔ ملزمان کو گرفتار کر کے مقدمات درج کر لیے گئے ہیں۔ ایس ایس پی نے کہا کہ معاشرے کو منشیات سے پاک کرنے کے لیے مہم جاری رہے گی۔ والدین سے اپیل کی گئی کہ وہ بچوں پر نظر رکھیں۔ 1987 سے جاری مہم کو مزید تیز کیا جائے گا۔: [379, 331, 497, 402]
continuation-badge: [640, 135, 736, 151]
continuation-header: [254, 25, 372, 43]
news-column: [375, 21, 500, 1853]
continuation-block: [3, 242, 122, 340]
continuation-number: 26: [396, 145, 420, 157]
continuation-block: [879, 25, 997, 146]
news-column: [625, 21, 750, 1853]
continuation-badge: [765, 26, 861, 42]
continuation-label: بقیہ: [586, 493, 605, 507]
continuation-header: [129, 25, 247, 43]
